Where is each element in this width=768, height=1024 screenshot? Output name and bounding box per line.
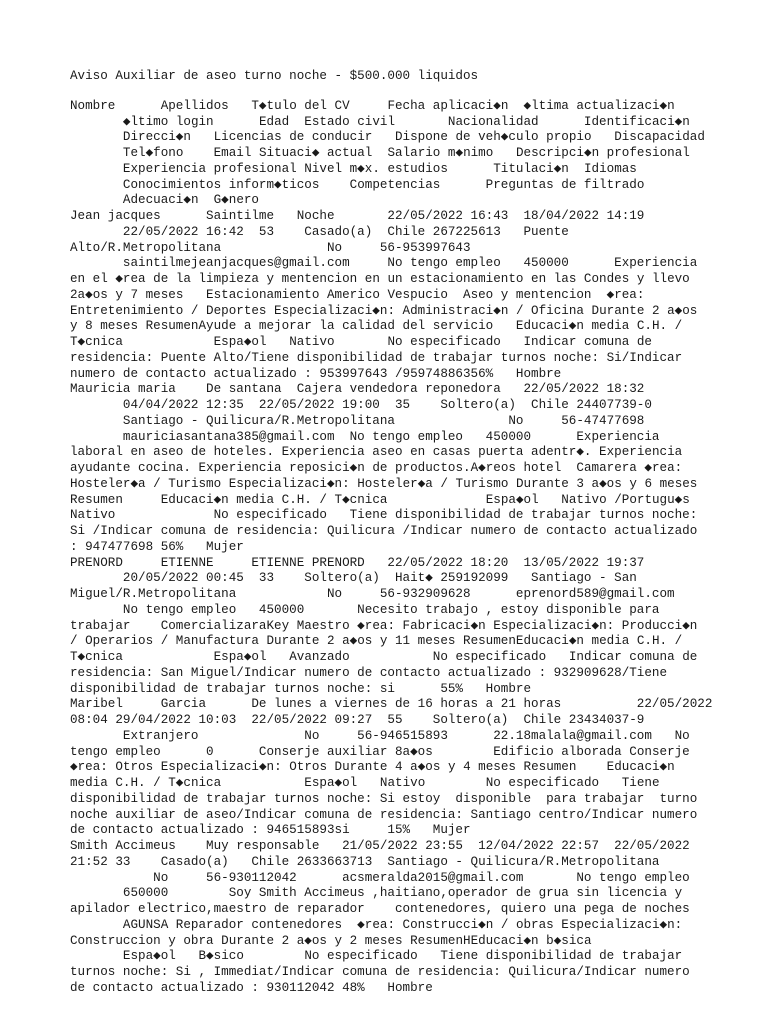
text-line: Experiencia profesional Nivel m◆x. estudios Titulaci◆n Idiomas (70, 161, 637, 176)
document-body (70, 99, 748, 997)
text-line: AGUNSA Reparador contenedores ◆rea: Construcci◆n / obras Especializaci◆n: (70, 917, 683, 932)
text-line: Si /Indicar comuna de residencia: Quilicura /Indicar numero de contacto actualizado (70, 524, 698, 538)
text-line: 22/05/2022 16:42 53 Casado(a) Chile 267225613 Puente (70, 224, 569, 239)
text-line: Alto/R.Metropolitana No 56-953997643 (70, 240, 471, 255)
text-line: Nombre Apellidos T◆tulo del CV Fecha aplicaci◆n ◆ltima actualizaci◆n (70, 98, 675, 113)
text-line: saintilmejeanjacques@gmail.com No tengo empleo 450000 Experiencia (70, 256, 698, 271)
text-line: / Operarios / Manufactura Durante 2 a◆os y 11 meses ResumenEducaci◆n media C.H. / (70, 634, 683, 649)
text-line: de contacto actualizado : 930112042 48% Hombre (70, 980, 433, 995)
text-line: mauriciasantana385@gmail.com No tengo empleo 450000 Experiencia (70, 429, 660, 444)
text-line: Maribel Garcia De lunes a viernes de 16 horas a 21 horas 22/05/2022 (70, 697, 713, 712)
text-line: Entretenimiento / Deportes Especializaci◆n: Administraci◆n / Oficina Durante 2 a◆os (70, 303, 698, 318)
text-line: trabajar ComercializaraKey Maestro ◆rea: Fabricaci◆n Especializaci◆n: Producci◆n (70, 618, 698, 633)
text-line: Santiago - Quilicura/R.Metropolitana No 56-47477698 (70, 413, 645, 428)
text-line: y 8 meses ResumenAyude a mejorar la calidad del servicio Educaci◆n media C.H. / (70, 319, 683, 334)
text-line: media C.H. / T◆cnica Espa◆ol Nativo No especificado Tiene (70, 776, 660, 790)
text-line: laboral en aseo de hoteles. Experiencia aseo en casas puerta adentr◆. Experiencia (70, 445, 683, 460)
text-line: Hosteler◆a / Turismo Especializaci◆n: Hosteler◆a / Turismo Durante 3 a◆os y 6 meses (70, 476, 698, 491)
text-line: Tel◆fono Email Situaci◆ actual Salario m◆nimo Descripci◆n profesional (70, 146, 690, 160)
text-line: Extranjero No 56-946515893 22.18malala@gmail.com No (70, 728, 690, 743)
text-line: Direcci◆n Licencias de conducir Dispone de veh◆culo propio Discapacidad (70, 130, 705, 145)
text-line: T◆cnica Espa◆ol Avanzado No especificado Indicar comuna de (70, 650, 698, 664)
text-line: 04/04/2022 12:35 22/05/2022 19:00 35 Soltero(a) Chile 24407739-0 (70, 398, 652, 412)
text-line: en el ◆rea de la limpieza y mentencion en un estacionamiento en las Condes y llevo (70, 272, 690, 286)
text-line: noche auxiliar de aseo/Indicar comuna de residencia: Santiago centro/Indicar numero (70, 807, 698, 822)
text-line: Espa◆ol B◆sico No especificado Tiene disponibilidad de trabajar (70, 949, 683, 964)
text-line: Smith Accimeus Muy responsable 21/05/2022 23:55 12/04/2022 22:57 22/05/2022 (70, 839, 690, 853)
text-line: tengo empleo 0 Conserje auxiliar 8a◆os Edificio alborada Conserje (70, 744, 690, 759)
text-line: 20/05/2022 00:45 33 Soltero(a) Hait◆ 259192099 Santiago - San (70, 571, 637, 586)
text-line: : 947477698 56% Mujer (70, 539, 244, 554)
text-line: Conocimientos inform◆ticos Competencias Preguntas de filtrado (70, 177, 645, 192)
text-line: ◆rea: Otros Especializaci◆n: Otros Durante 4 a◆os y 4 meses Resumen Educaci◆n (70, 760, 675, 775)
text-line: 08:04 29/04/2022 10:03 22/05/2022 09:27 55 Soltero(a) Chile 23434037-9 (70, 713, 645, 727)
text-line: T◆cnica Espa◆ol Nativo No especificado Indicar comuna de (70, 335, 652, 349)
text-line: apilador electrico,maestro de reparador contenedores, quiero una pega de noches (70, 902, 690, 916)
text-line: disponibilidad de trabajar turnos noche: si 55% Hombre (70, 681, 532, 696)
text-line: ◆ltimo login Edad Estado civil Nacionalidad Identificaci◆n (70, 114, 690, 129)
text-line: numero de contacto actualizado : 953997643 /95974886356% Hombre (70, 366, 562, 381)
text-line: PRENORD ETIENNE ETIENNE PRENORD 22/05/2022 18:20 13/05/2022 19:37 (70, 555, 645, 570)
text-line: residencia: Puente Alto/Tiene disponibilidad de trabajar turnos noche: Si/Indicar (70, 350, 683, 365)
text-line: residencia: San Miguel/Indicar numero de contacto actualizado : 932909628/Tiene (70, 665, 668, 680)
title-spacer (70, 85, 748, 99)
text-line: turnos noche: Si , Immediat/Indicar comuna de residencia: Quilicura/Indicar numero (70, 965, 690, 979)
text-line: 21:52 33 Casado(a) Chile 2633663713 Santiago - Quilicura/R.Metropolitana (70, 854, 660, 869)
text-line: No 56-930112042 acsmeralda2015@gmail.com No tengo empleo (70, 870, 690, 885)
text-line: Jean jacques Saintilme Noche 22/05/2022 16:43 18/04/2022 14:19 (70, 209, 645, 223)
text-line: Mauricia maria De santana Cajera vendedora reponedora 22/05/2022 18:32 (70, 382, 645, 397)
text-line: 650000 Soy Smith Accimeus ,haitiano,operador de grua sin licencia y (70, 886, 683, 901)
text-line: Miguel/R.Metropolitana No 56-932909628 eprenord589@gmail.com (70, 587, 675, 601)
document-title: Aviso Auxiliar de aseo turno noche - $500.000 liquidos (70, 69, 479, 83)
text-line: No tengo empleo 450000 Necesito trabajo , estoy disponible para (70, 602, 660, 617)
text-line: Construccion y obra Durante 2 a◆os y 2 meses ResumenHEducaci◆n b◆sica (70, 933, 592, 948)
text-line: ayudante cocina. Experiencia reposici◆n de productos.A◆reos hotel Camarera ◆rea: (70, 461, 683, 475)
text-line: Adecuaci◆n G◆nero (70, 193, 259, 208)
text-line: disponibilidad de trabajar turnos noche: Si estoy disponible para trabajar turno (70, 791, 698, 806)
text-line: de contacto actualizado : 946515893si 15% Mujer (70, 823, 471, 838)
text-line: Nativo No especificado Tiene disponibilidad de trabajar turnos noche: (70, 508, 698, 523)
text-line: Resumen Educaci◆n media C.H. / T◆cnica Espa◆ol Nativo /Portugu◆s (70, 492, 690, 507)
text-line: 2a◆os y 7 meses Estacionamiento Americo Vespucio Aseo y mentencion ◆rea: (70, 287, 645, 302)
